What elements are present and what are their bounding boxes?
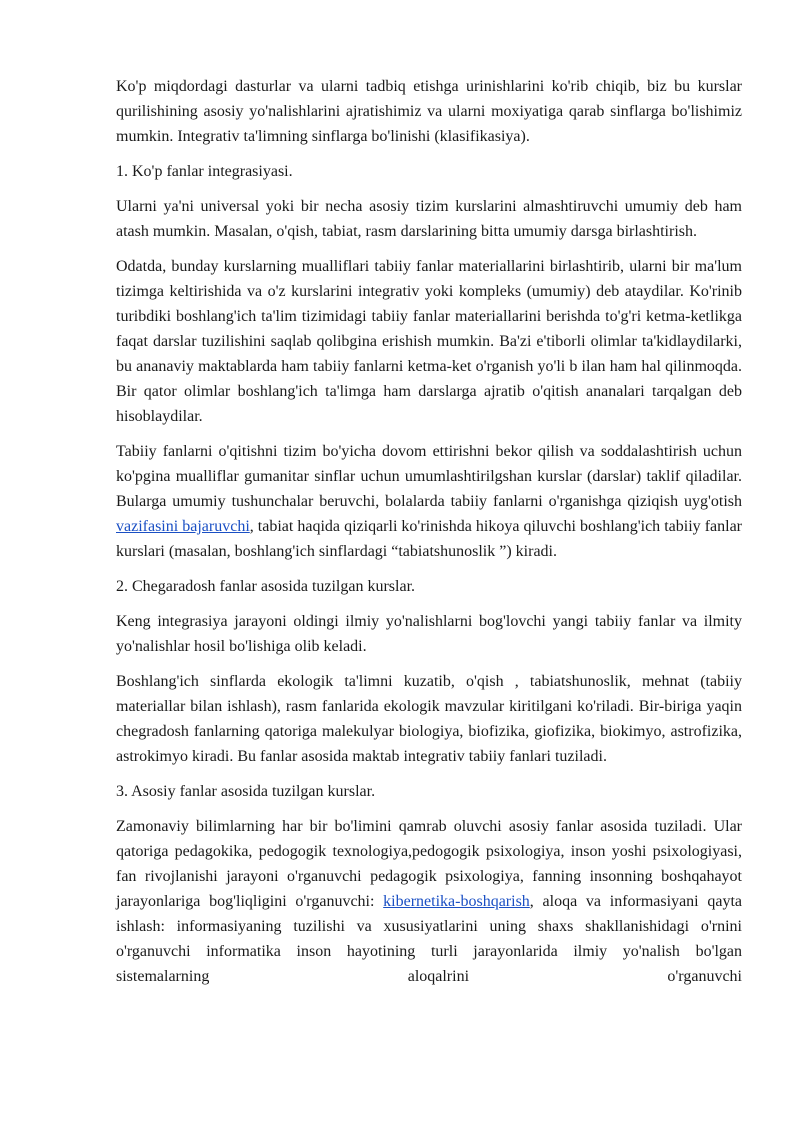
paragraph-course-authors: Odatda, bunday kurslarning mualliflari tabiiy fanlar materiallarini birlashtirib, ularni bir ma'lum tizimga keltirishida va o'z kurslarini integrativ yoki kompleks (umumiy) deb ataydilar. Ko'rinib turibdiki boshlang'ich ta'lim tizimidagi tabiiy fanlar materiallarini berishda to'g'ri ketma-ketlikga faqat darslar tuzilishini saqlab qolibgina erishish mumkin. Ba'zi e'tiborli olimlar ta'kidlaydilarki, bu ananaviy maktablarda ham tabiiy fanlarni ketma-ket o'rganish yo'li b ilan ham hal qilinmoqda. Bir qator olimlar boshlang'ich ta'limga ham darslarga ajratib o'qitish ananalari tarqalgan deb hisoblaydilar. [116,258,742,425]
paragraph-ecology: Boshlang'ich sinflarda ekologik ta'limni kuzatib, o'qish , tabiatshunoslik, mehnat (tabiiy materiallar bilan ishlash), rasm fanlarida ekologik mavzular kiritilgani ko'riladi. Bir-biriga yaqin chegradosh fanlarning qatoriga malekulyar biologiya, biofizika, giofizika, biokimyo, astrofizika, astrokimyo kiradi. Bu fanlar asosida maktab integrativ tabiiy fanlari tuziladi. [116,673,742,765]
document-page [116,74,742,999]
section-heading-1: 1. Ko'p fanlar integrasiyasi. [116,163,293,180]
paragraph-integration-process: Keng integrasiya jarayoni oldingi ilmiy yo'nalishlarni bog'lovchi yangi tabiiy fanlar va ilmity yo'nalishlar hosil bo'lishiga olib keladi. [116,613,742,655]
paragraph-core-sciences [116,814,742,989]
paragraph-universal-courses: Ularni ya'ni universal yoki bir necha asosiy tizim kurslarini almashtiruvchi umumiy deb ham atash mumkin. Masalan, o'qish, tabiat, rasm darslarining bitta umumiy darsga birlashtirish. [116,198,742,240]
paragraph-text: , aloqa va informasiyani qayta ishlash: informasiyaning tuzilishi va xususiyatlarini uning shaxs shakllanishidagi o'rnini o'rganuvchi informatika inson hayotining turli jarayonlarida ilmiy yo'nalish bo'lgan sistemalarning aloqalrini o'rganuvchi [116,893,742,985]
link-kibernetika-boshqarish[interactable]: kibernetika-boshqarish [383,893,530,910]
paragraph-intro: Ko'p miqdordagi dasturlar va ularni tadbiq etishga urinishlarini ko'rib chiqib, biz bu kurslar qurilishining asosiy yo'nalishlarini ajratishimiz va ularni moxiyatiga qarab sinflarga bo'lishimiz mumkin. Integrativ ta'limning sinflarga bo'linishi (klasifikasiya). [116,78,742,145]
link-vazifasini-bajaruvchi[interactable]: vazifasini bajaruvchi [116,518,250,535]
section-heading-2: 2. Chegaradosh fanlar asosida tuzilgan kurslar. [116,578,416,595]
section-heading-3: 3. Asosiy fanlar asosida tuzilgan kurslar. [116,783,376,800]
paragraph-text: Tabiiy fanlarni o'qitishni tizim bo'yicha dovom ettirishni bekor qilish va soddalashtirish uchun ko'pgina mualliflar gumanitar sinflar uchun umumlashtirilgshan kurslar (darslar) taklif qiladilar. Bularga umumiy tushunchalar beruvchi, bolalarda tabiiy fanlarni o'rganishga qiziqish uyg'otish [116,443,742,510]
paragraph-text: , tabiat haqida qiziqarli ko'rinishda hikoya qiluvchi boshlang'ich tabiiy fanlar kurslari (masalan, boshlang'ich sinflardagi “tabiatshunoslik ”) kiradi. [116,518,743,560]
paragraph-simplification [116,439,742,564]
paragraph-text: Zamonaviy bilimlarning har bir bo'limini qamrab oluvchi asosiy fanlar asosida tuziladi. Ular qatoriga pedagokika, pedogogik texnologiya,pedogogik psixologiya, inson yoshi psixologiyasi, fan rivojlanishi jarayoni o'rganuvchi pedagogik psixologiya, fanning insonning boshqahayot jarayonlariga bog'liqligini o'rganuvchi: [116,818,742,910]
